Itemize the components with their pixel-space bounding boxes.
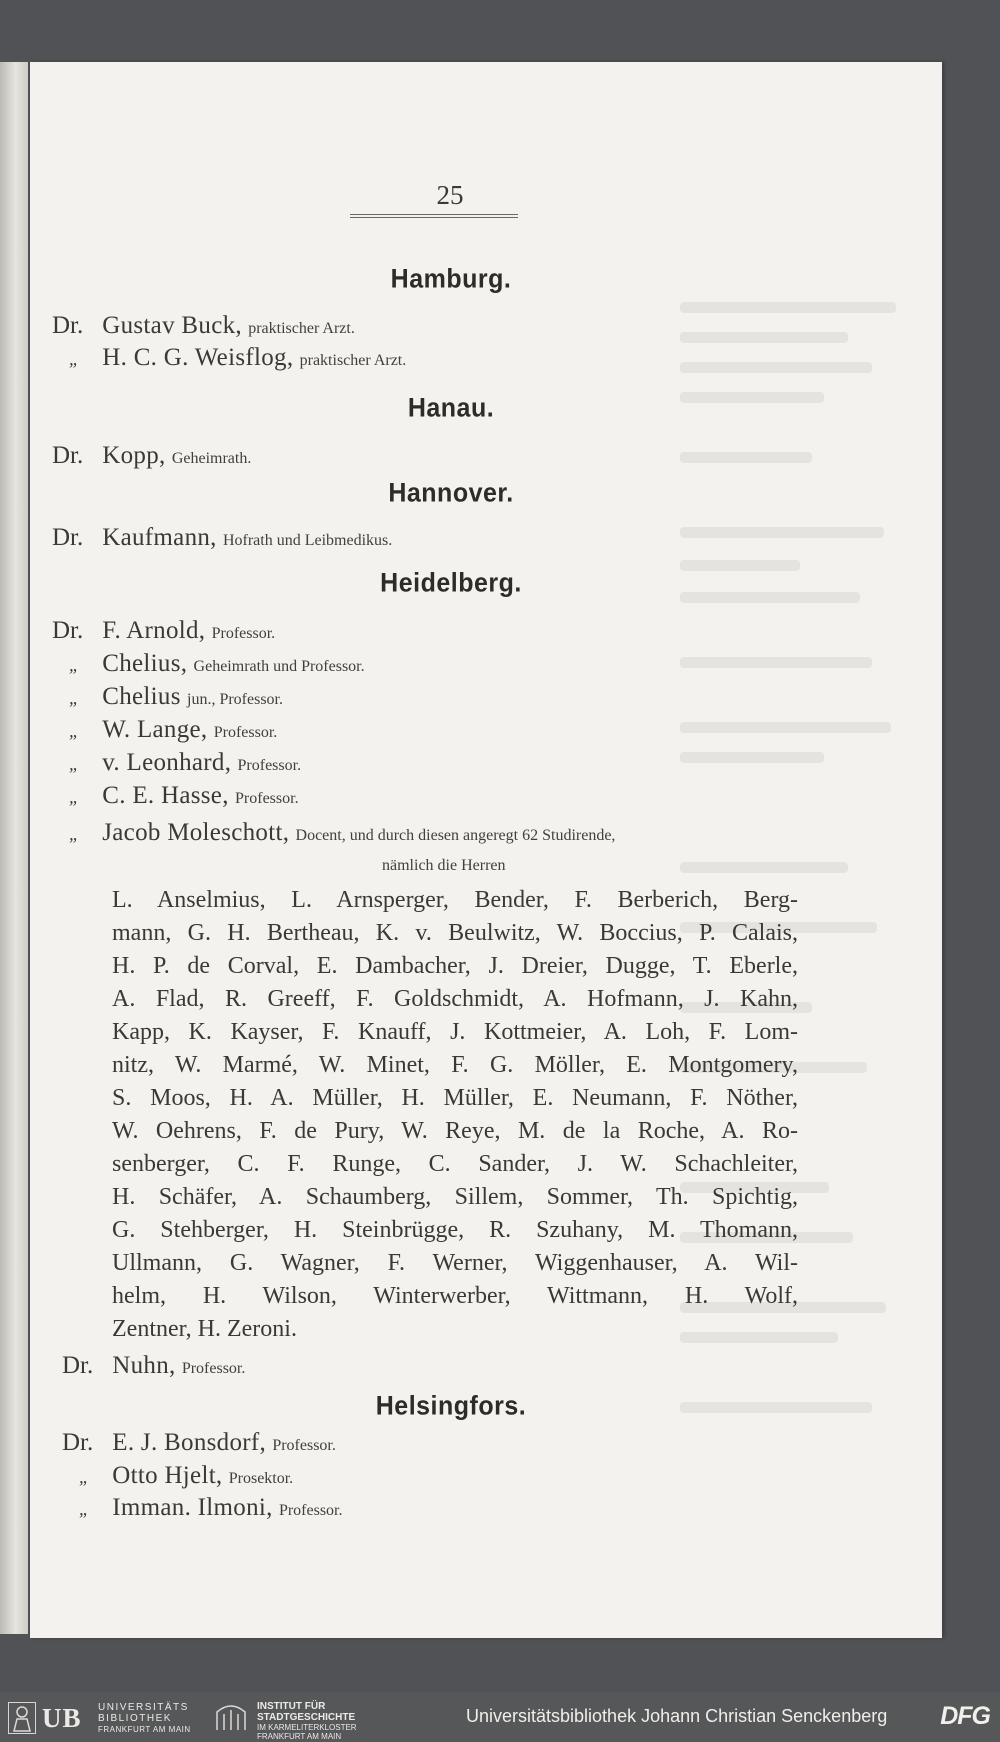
entry-name: F. Arnold, — [102, 617, 206, 644]
entry-name: Nuhn, — [112, 1352, 176, 1379]
student-line: Ullmann, G. Wagner, F. Werner, Wiggenhauser, A. Wil- — [112, 1250, 798, 1276]
student-line: Kapp, K. Kayser, F. Knauff, J. Kottmeier, A. Loh, F. Lom- — [112, 1019, 798, 1045]
entry-row — [62, 1494, 343, 1522]
entry-role: Professor. — [237, 757, 302, 774]
entry-name: H. C. G. Weisflog, — [102, 344, 294, 371]
entry-title: Dr. — [62, 1429, 94, 1456]
ub-name — [98, 1702, 191, 1735]
provider-name: Universitätsbibliothek Johann Christian Senckenberg — [466, 1706, 888, 1726]
entry-row — [52, 442, 251, 470]
student-line: W. Oehrens, F. de Pury, W. Reye, M. de la Roche, A. Ro- — [112, 1118, 798, 1144]
ub-line: BIBLIOTHEK — [98, 1713, 172, 1724]
entry-role: Docent, und durch diesen angeregt 62 Studirende, — [295, 827, 616, 844]
ditto-mark: „ — [68, 655, 79, 675]
city-heading-hannover: Hannover. — [388, 477, 514, 509]
student-line: senberger, C. F. Runge, C. Sander, J. W. Schachleiter, — [112, 1151, 798, 1177]
student-line: Zentner, H. Zeroni. — [112, 1316, 297, 1342]
student-line: G. Stehberger, H. Steinbrügge, R. Szuhany, M. Thomann, — [112, 1217, 798, 1243]
entry-role: Professor. — [278, 1502, 343, 1519]
entry-row — [62, 1352, 245, 1380]
student-line: S. Moos, H. A. Müller, H. Müller, E. Neumann, F. Nöther, — [112, 1085, 798, 1111]
entry-name: Kopp, — [102, 442, 166, 469]
ditto-mark: „ — [68, 787, 79, 807]
ub-line: UNIVERSITÄTS — [98, 1702, 189, 1713]
ub-emblem-icon — [8, 1702, 36, 1734]
entry-row — [52, 749, 301, 777]
ditto-mark: „ — [68, 688, 79, 708]
entry-name: C. E. Hasse, — [102, 782, 229, 809]
ditto-mark: „ — [68, 824, 79, 844]
ub-line: FRANKFURT AM MAIN — [98, 1725, 191, 1734]
header-rule — [350, 214, 518, 218]
entry-title: Dr. — [62, 1352, 94, 1379]
entry-row — [52, 344, 406, 372]
city-heading-helsingfors: Helsingfors. — [375, 1390, 527, 1422]
ditto-mark: „ — [78, 1467, 89, 1487]
student-line: helm, H. Wilson, Winterwerber, Wittmann, H. Wolf, — [112, 1283, 798, 1309]
entry-role: Geheimrath und Professor. — [193, 658, 365, 675]
entry-role: Hofrath und Leibmedikus. — [222, 532, 393, 549]
book-spine-edge — [0, 62, 28, 1634]
footer-bar — [0, 1692, 1000, 1742]
entry-role: jun., Professor. — [187, 691, 283, 708]
entry-row — [52, 312, 355, 340]
entry-role: Professor. — [213, 724, 278, 741]
entry-role: Professor. — [235, 790, 299, 807]
entry-role: Geheimrath. — [171, 450, 252, 467]
inst-line: INSTITUT FÜR — [257, 1701, 326, 1712]
entry-name: Jacob Moleschott, — [102, 819, 290, 846]
entry-row — [52, 650, 365, 678]
entry-role: Professor. — [272, 1437, 336, 1454]
city-heading-hamburg: Hamburg. — [390, 263, 512, 295]
entry-row — [52, 716, 277, 744]
entry-name: Otto Hjelt, — [112, 1462, 223, 1489]
scanned-page — [30, 62, 942, 1638]
city-heading-heidelberg: Heidelberg. — [380, 567, 522, 599]
institute-name — [257, 1701, 357, 1741]
entry-row — [52, 617, 275, 645]
entry-role: Prosektor. — [228, 1470, 294, 1487]
inst-line: IM KARMELITERKLOSTER — [257, 1723, 357, 1732]
ub-logo-mark: UB — [42, 1703, 82, 1733]
student-line: H. Schäfer, A. Schaumberg, Sillem, Sommer, Th. Spichtig, — [112, 1184, 798, 1210]
entry-name: W. Lange, — [102, 716, 208, 743]
entry-row — [52, 524, 392, 552]
entry-name: Gustav Buck, — [102, 312, 242, 339]
student-line: mann, G. H. Bertheau, K. v. Beulwitz, W. Boccius, P. Calais, — [112, 920, 798, 946]
ditto-mark: „ — [78, 1499, 89, 1519]
entry-name: Kaufmann, — [102, 524, 217, 551]
inst-line: STADTGESCHICHTE — [257, 1712, 356, 1723]
entry-name: E. J. Bonsdorf, — [112, 1429, 267, 1456]
entry-title: Dr. — [52, 442, 84, 469]
student-line: L. Anselmius, L. Arnsperger, Bender, F. Berberich, Berg- — [112, 887, 798, 913]
entry-row — [62, 1429, 336, 1457]
entry-role: Professor. — [181, 1360, 246, 1377]
ditto-mark: „ — [68, 349, 79, 369]
entry-title: Dr. — [52, 617, 84, 644]
entry-name: Imman. Ilmoni, — [112, 1494, 273, 1521]
entry-role: praktischer Arzt. — [299, 352, 407, 369]
student-line: H. P. de Corval, E. Dambacher, J. Dreier, Dugge, T. Eberle, — [112, 953, 798, 979]
page-number: 25 — [436, 180, 464, 210]
inst-line: FRANKFURT AM MAIN — [257, 1732, 342, 1741]
entry-name: Chelius — [102, 683, 181, 710]
entry-row — [62, 1462, 293, 1490]
entry-title: Dr. — [52, 312, 84, 339]
entry-title: Dr. — [52, 524, 84, 551]
city-heading-hanau: Hanau. — [407, 392, 495, 424]
entry-role: praktischer Arzt. — [248, 320, 355, 337]
entry-row — [52, 782, 299, 810]
ditto-mark: „ — [68, 754, 79, 774]
entry-row — [52, 683, 283, 711]
entry-name: v. Leonhard, — [102, 749, 232, 776]
dfg-logo: DFG — [940, 1702, 990, 1730]
ditto-mark: „ — [68, 721, 79, 741]
entry-role: Professor. — [211, 625, 276, 642]
entry-name: Chelius, — [102, 650, 188, 677]
student-line: nitz, W. Marmé, W. Minet, F. G. Möller, E. Montgomery, — [112, 1052, 798, 1078]
entry-continuation: nämlich die Herren — [382, 857, 506, 874]
student-line: A. Flad, R. Greeff, F. Goldschmidt, A. Hofmann, J. Kahn, — [112, 986, 798, 1012]
entry-row — [52, 819, 615, 847]
institute-emblem-icon — [214, 1702, 248, 1732]
